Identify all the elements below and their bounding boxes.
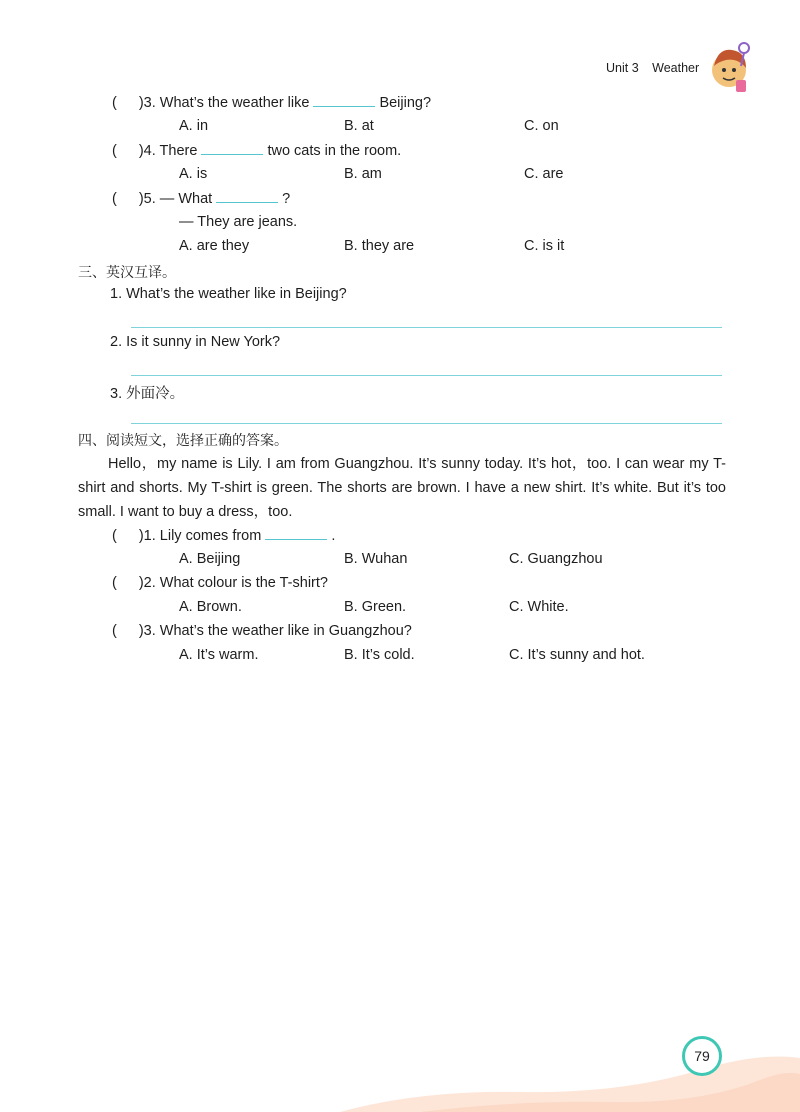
question-number: )2. — [138, 575, 156, 591]
option-b[interactable]: B. Wuhan — [344, 551, 408, 567]
answer-paren[interactable]: ( — [112, 143, 117, 159]
question-row — [112, 527, 335, 544]
option-c[interactable]: C. is it — [524, 238, 565, 254]
question-text-after: Beijing? — [379, 95, 432, 111]
unit-title: Weather — [652, 61, 700, 75]
question-number: )4. — [138, 143, 156, 159]
question-number: )3. — [138, 623, 156, 639]
reading-passage: Hello，my name is Lily. I am from Guangzhou. It’s sunny today. It’s hot，too. I can wear my T-shirt and shorts. My T-shirt is green. The shorts are brown. I have a new shirt. It’s white. But it’s too small. I want to buy a dress，too. — [78, 456, 726, 520]
option-c[interactable]: C. White. — [509, 599, 569, 615]
question-row — [112, 575, 328, 591]
answer-blank[interactable] — [216, 190, 278, 203]
question-text-after: ? — [282, 191, 291, 207]
option-b[interactable]: B. Green. — [344, 599, 407, 615]
option-b[interactable]: B. It’s cold. — [344, 647, 415, 663]
answer-blank[interactable] — [265, 527, 327, 540]
option-a[interactable]: A. in — [179, 118, 209, 134]
option-a[interactable]: A. Brown. — [179, 599, 242, 615]
option-c[interactable]: C. are — [524, 166, 564, 182]
question-text: What’s the weather like — [159, 95, 310, 111]
option-a[interactable]: A. are they — [179, 238, 250, 254]
answer-blank[interactable] — [201, 142, 263, 155]
question-text: — What — [159, 191, 213, 207]
question-row — [112, 623, 412, 639]
question-number: )3. — [138, 95, 156, 111]
option-c[interactable]: C. It’s sunny and hot. — [509, 647, 645, 663]
option-a[interactable]: A. is — [179, 166, 208, 182]
answer-line[interactable] — [131, 327, 722, 328]
question-text-after: . — [331, 528, 336, 544]
question-text: What’s the weather like in Guangzhou? — [159, 623, 412, 639]
option-c[interactable]: C. Guangzhou — [509, 551, 603, 567]
option-b[interactable]: B. they are — [344, 238, 415, 254]
page-number: 79 — [682, 1036, 722, 1076]
translation-item: 3. 外面冷。 — [110, 386, 185, 402]
answer-line[interactable] — [131, 423, 722, 424]
question-text: What colour is the T-shirt? — [159, 575, 328, 591]
question-number: )1. — [138, 528, 156, 544]
answer-blank[interactable] — [313, 94, 375, 107]
question-row — [112, 190, 290, 207]
answer-paren[interactable]: ( — [112, 528, 117, 544]
question-text: There — [159, 143, 198, 159]
answer-paren[interactable]: ( — [112, 575, 117, 591]
answer-paren[interactable]: ( — [112, 623, 117, 639]
answer-line[interactable] — [131, 375, 722, 376]
section-heading: 三、英汉互译。 — [78, 265, 176, 281]
decorative-wave — [0, 1030, 800, 1112]
question-number: )5. — [138, 191, 156, 207]
unit-label: Unit 3 — [606, 61, 639, 75]
question-text: Lily comes from — [159, 528, 262, 544]
answer-paren[interactable]: ( — [112, 191, 117, 207]
translation-item: 1. What’s the weather like in Beijing? — [110, 286, 347, 302]
page-header — [606, 61, 709, 75]
option-b[interactable]: B. am — [344, 166, 382, 182]
answer-paren[interactable]: ( — [112, 95, 117, 111]
mascot-icon — [706, 40, 752, 94]
question-row — [112, 142, 401, 159]
dialogue-reply: — They are jeans. — [179, 214, 298, 230]
option-c[interactable]: C. on — [524, 118, 559, 134]
option-b[interactable]: B. at — [344, 118, 374, 134]
question-row — [112, 94, 431, 111]
translation-item: 2. Is it sunny in New York? — [110, 334, 281, 350]
question-text-after: two cats in the room. — [267, 143, 402, 159]
option-a[interactable]: A. It’s warm. — [179, 647, 259, 663]
section-heading: 四、阅读短文，选择正确的答案。 — [78, 433, 288, 449]
option-a[interactable]: A. Beijing — [179, 551, 241, 567]
